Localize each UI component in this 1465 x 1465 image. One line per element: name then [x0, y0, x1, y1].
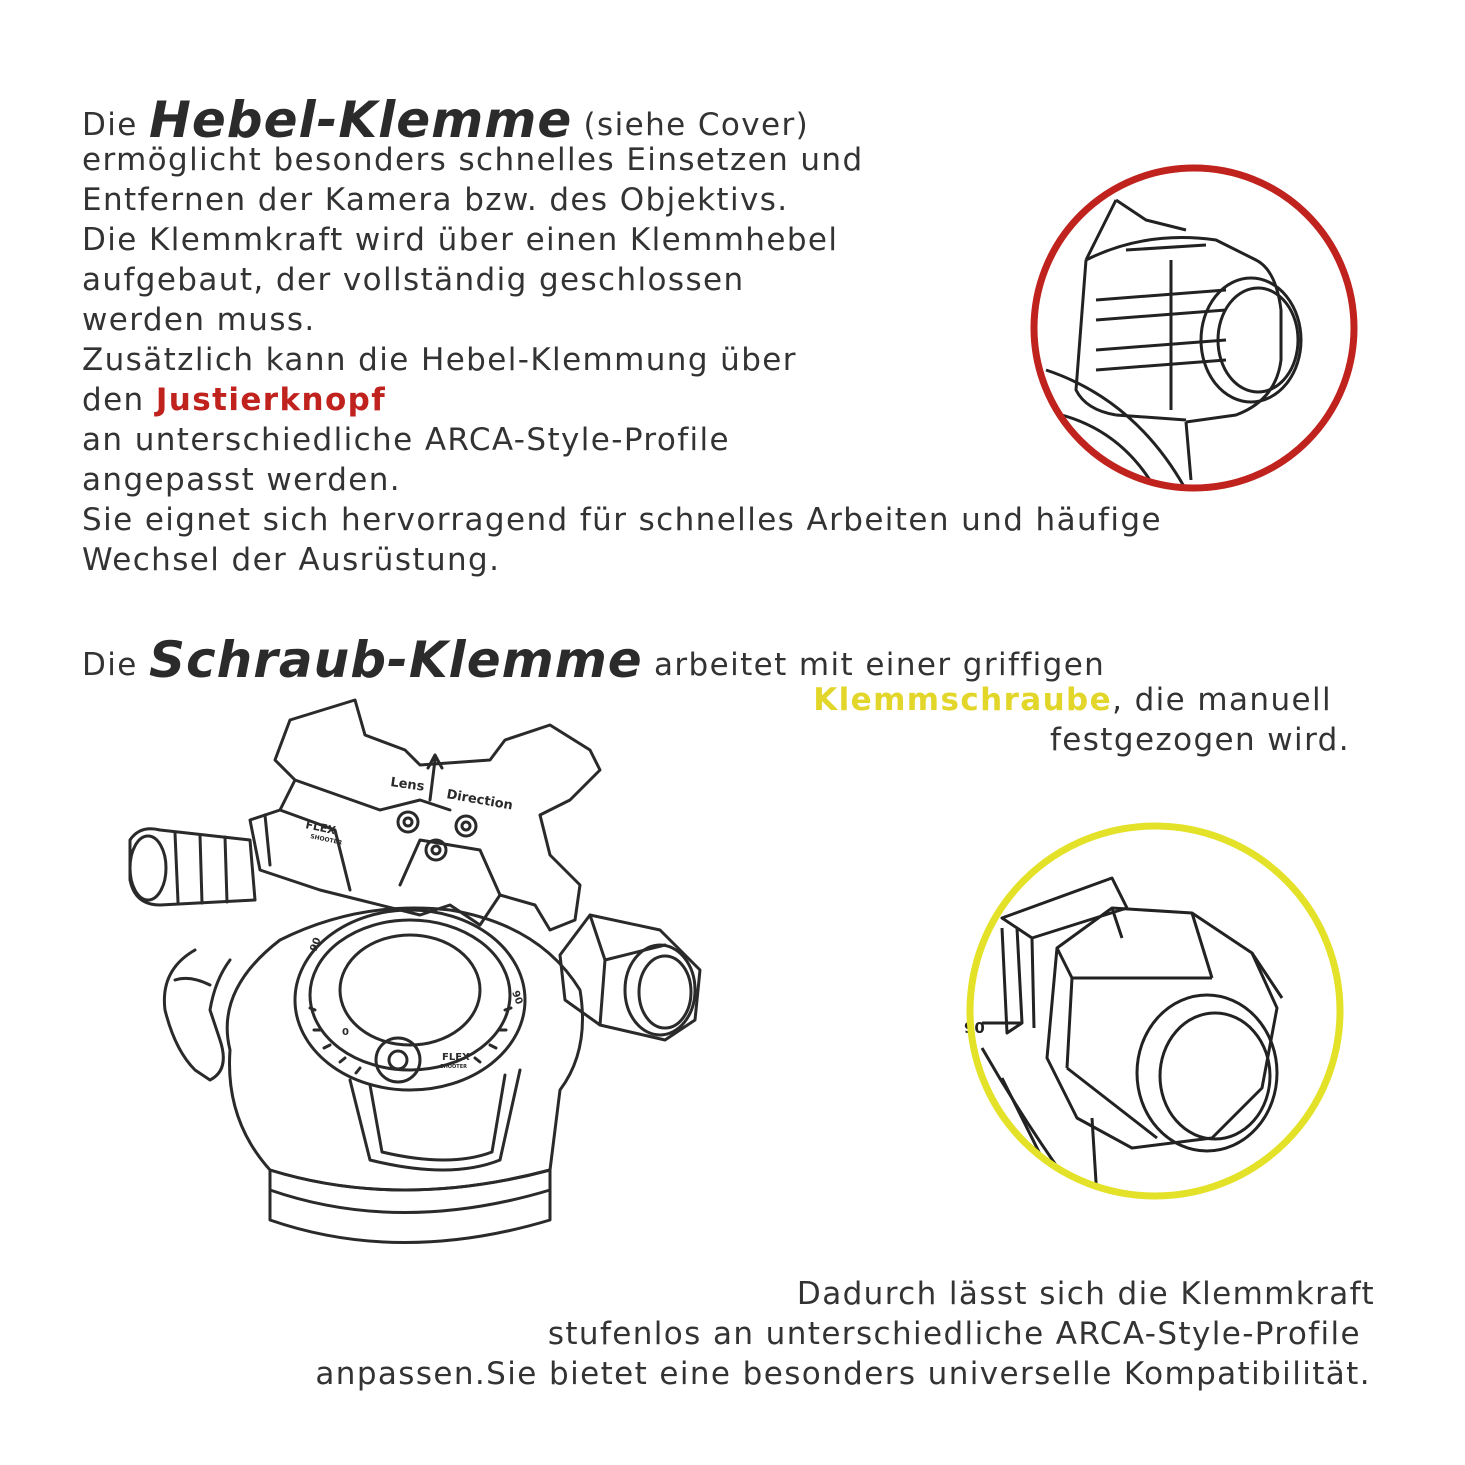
head-body: [227, 908, 582, 1190]
lever-text-line: Die Klemmkraft wird über einen Klemmhebel: [82, 222, 839, 258]
base-ring: [270, 1190, 550, 1213]
brand-label-plate: FLEX: [304, 818, 337, 838]
clamp-screw-zoom-circle: [962, 818, 1354, 1210]
result-section: [120, 1274, 1375, 1394]
dial-scale-label: 0: [342, 1027, 349, 1038]
dial-scale-label: 90: [308, 936, 324, 954]
plate-screw: [456, 816, 476, 836]
lever-text-line: Zusätzlich kann die Hebel-Klemmung über: [82, 342, 797, 378]
lever-text-line: Wechsel der Ausrüstung.: [82, 542, 501, 578]
screw-clamp-title: Schraub-Klemme: [149, 631, 643, 689]
lever-text-line: werden muss.: [82, 302, 316, 338]
clamp-plate: [250, 700, 600, 930]
lever-clamp-section: [82, 91, 1162, 580]
clamp-screw-highlight: Klemmschraube: [813, 682, 1113, 718]
direction-label: Direction: [445, 787, 514, 814]
lens-label: Lens: [389, 775, 426, 795]
dial-scale-label: 90: [509, 989, 525, 1007]
screw-text-suffix: , die manuell: [1112, 682, 1332, 718]
screw-title-prefix: Die: [82, 647, 138, 683]
result-text-line: stufenlos an unterschiedliche ARCA-Style-Profile: [547, 1316, 1361, 1352]
lever-text-prefix: den: [82, 382, 156, 418]
lever-text-line: [82, 380, 1162, 420]
lever-text-line: angepasst werden.: [82, 462, 402, 498]
plate-screw: [398, 812, 418, 832]
screw-title-suffix: arbeitet mit einer griffigen: [642, 647, 1106, 683]
adjust-knob-highlight: Justierknopf: [155, 382, 387, 418]
lever-title-line: [82, 91, 1162, 149]
adjust-knob-zoom-circle: [1026, 160, 1362, 496]
lever-text-line: Entfernen der Kamera bzw. des Objektivs.: [82, 182, 789, 218]
lever-text-line: aufgebaut, der vollständig geschlossen: [82, 262, 745, 298]
lock-lever: [164, 950, 230, 1080]
lever-title-suffix: (siehe Cover): [572, 107, 810, 143]
brand-sub-plate: SHOOTER: [309, 833, 343, 847]
left-adjust-knob: [130, 829, 255, 905]
zoom-scale-label: 90: [964, 1019, 985, 1037]
screw-text-line: festgezogen wird.: [1049, 722, 1350, 758]
lever-clamp-title: Hebel-Klemme: [149, 91, 573, 149]
lever-text-line: ermöglicht besonders schnelles Einsetzen und: [82, 142, 864, 178]
result-text-line: anpassen.Sie bietet eine besonders universelle Kompatibilität.: [315, 1356, 1371, 1392]
lever-text-line: an unterschiedliche ARCA-Style-Profile: [82, 422, 731, 458]
ball-head-illustration: [120, 690, 720, 1250]
result-text-line: Dadurch lässt sich die Klemmkraft: [796, 1276, 1375, 1312]
lever-title-prefix: Die: [82, 107, 138, 143]
screw-title-line: [82, 631, 1352, 689]
brand-label-dial: FLEX: [442, 1052, 470, 1063]
brand-sub-dial: SHOOTER: [440, 1064, 467, 1070]
lever-text-line: Sie eignet sich hervorragend für schnelles Arbeiten und häufige: [82, 502, 1162, 538]
panning-dial: [295, 910, 525, 1090]
